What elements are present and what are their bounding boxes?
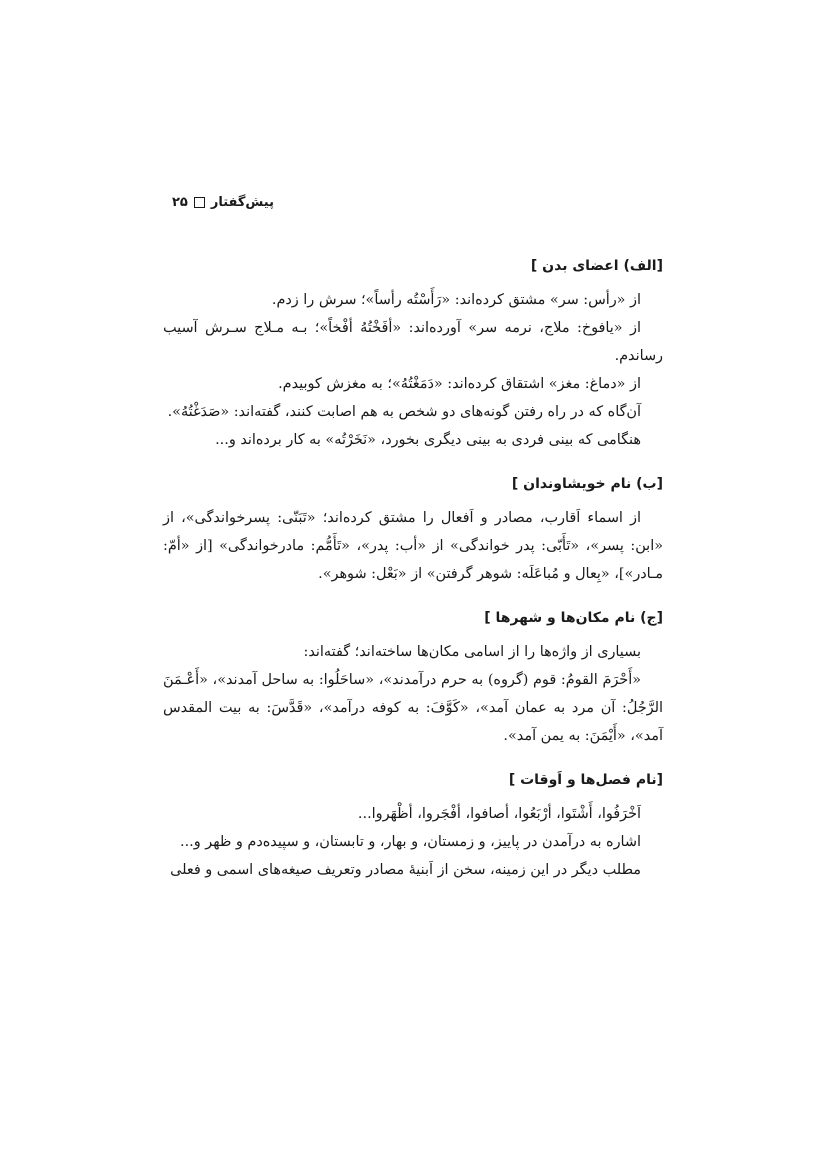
running-title: پیش‌گفتار <box>210 195 274 210</box>
paragraph: «أَحْرَمَ القومُ: قوم (گروه) به حرم درآمدند»، «ساحَلُوا: به ساحل آمدند»، «أَعْـمَنَ الرَّجُلُ: آن مرد به عمان آمد»، «کَوَّفَ: به کوفه درآمد»، «قَدَّسَ: به بیت المقدس آمد»، «أَیْمَنَ: به یمن آمد». <box>163 672 663 744</box>
paragraph: از «دماغ: مغز» اشتقاق کرده‌اند: «دَمَغْتُهُ»؛ به مغزش کوبیدم. <box>278 376 641 392</box>
section-body-parts <box>163 252 663 454</box>
paragraph: بسیاری از واژه‌ها را از اسامی مکان‌ها ساخته‌اند؛ گفته‌اند: <box>303 644 641 660</box>
section-relatives <box>163 470 663 588</box>
paragraph: از اسماء اَقارب، مصادر و اَفعال را مشتق کرده‌اند؛ «تَبَنّی: پسرخواندگی»، از «ابن: پسر»، «تَأَبّی: پدر خواندگی» از «أب: پدر»، «تَأَمُّم: مادرخواندگی» [از «أمّ: مـادر»]، «بِعال و مُباعَلَه: شوهر گرفتن» از «بَعْل: شوهر». <box>163 510 663 582</box>
section-title: [الف) اعضای بدن ] <box>530 258 663 274</box>
section-places <box>163 604 663 750</box>
paragraph: از «یافوخ: ملاج، نرمه سر» آورده‌اند: «أفَخْتُهُ أفْخاً»؛ بـه مـلاج سـرش آسیب رساندم. <box>163 320 663 364</box>
section-seasons <box>163 766 663 884</box>
section-title: [نام فصل‌ها و اَوقات ] <box>508 772 663 788</box>
paragraph: آن‌گاه که در راه رفتن گونه‌های دو شخص به هم اصابت کنند، گفته‌اند: «صَدَغْتُهُ». <box>167 404 641 420</box>
running-header <box>172 195 274 210</box>
paragraph: از «رأس: سر» مشتق کرده‌اند: «رَأَسْتُه رأساً»؛ سرش را زدم. <box>271 292 641 308</box>
section-title: [ج) نام مکان‌ها و شهرها ] <box>484 610 663 626</box>
paragraph: مطلب دیگر در این زمینه، سخن از اَبنیهٔ مصادر وتعریف صیغه‌های اسمی و فعلی <box>170 862 641 878</box>
body-text <box>163 252 663 900</box>
square-bullet-icon <box>194 197 205 208</box>
paragraph: اشاره به درآمدن در پاییز، و زمستان، و بهار، و تابستان، و سپیده‌دم و ظهر و... <box>180 834 641 850</box>
paragraph: اَخْرَفُوا، أَشْتَوا، أرْبَعُوا، أصافوا، أفْجَروا، أظْهَروا... <box>357 806 641 822</box>
page-number: ۲۵ <box>171 195 188 210</box>
paragraph: هنگامی که بینی فردی به بینی دیگری بخورد، «نَخَرْتُه» به کار برده‌اند و... <box>215 432 641 448</box>
section-title: [ب) نام خویشاوندان ] <box>511 476 663 492</box>
